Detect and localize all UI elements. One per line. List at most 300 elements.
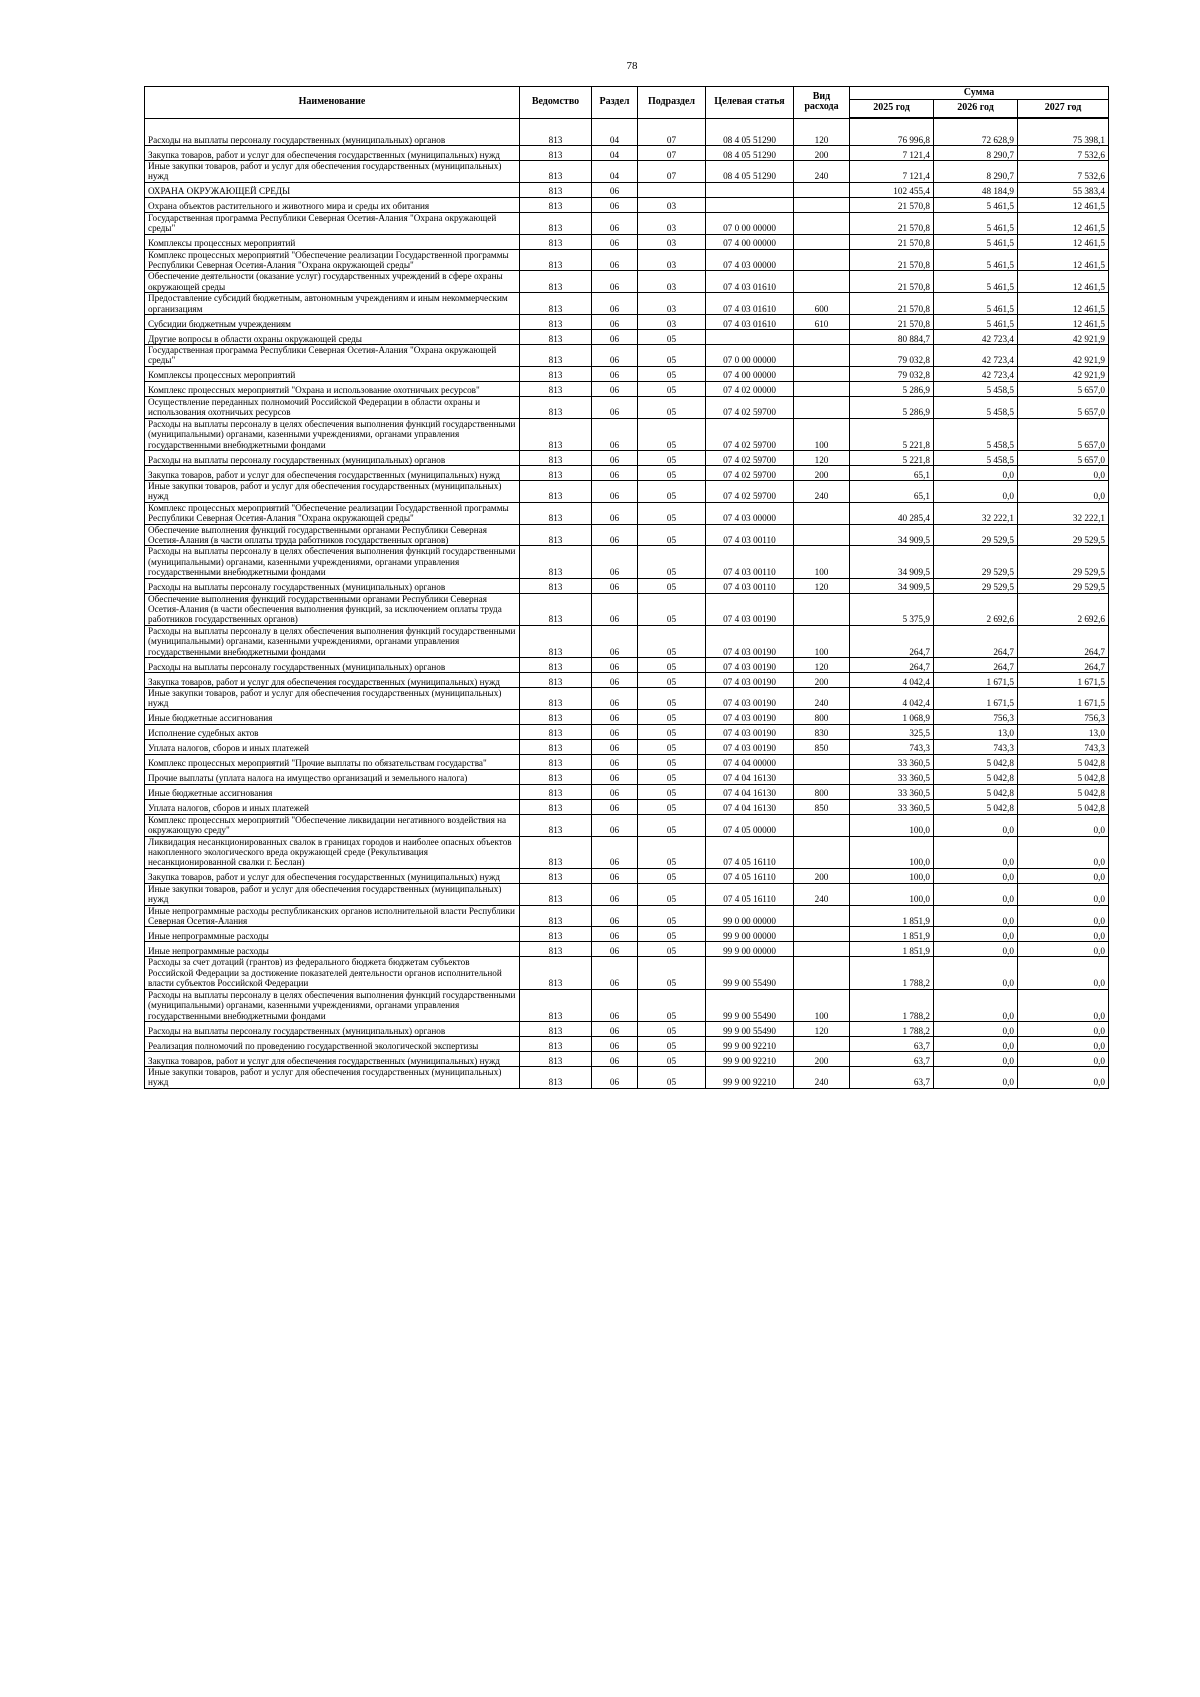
row-sum-2025: 100,0 [850, 883, 934, 905]
row-name: ОХРАНА ОКРУЖАЮЩЕЙ СРЕДЫ [145, 182, 520, 197]
row-sum-2025: 1 788,2 [850, 1021, 934, 1036]
row-vid-raskhoda: 120 [794, 118, 850, 146]
row-razdel: 06 [592, 366, 638, 381]
row-podrazdel: 05 [638, 345, 706, 367]
row-podrazdel: 05 [638, 905, 706, 927]
row-name: Комплекс процессных мероприятий "Обеспечение реализации Государственной программы Республики Северная Осетия-Алания "Охрана окружающей среды" [145, 502, 520, 524]
row-sum-2025: 7 121,4 [850, 146, 934, 161]
row-sum-2027: 0,0 [1018, 957, 1109, 989]
row-vid-raskhoda [794, 366, 850, 381]
table-body [145, 118, 1109, 1088]
row-podrazdel: 05 [638, 814, 706, 836]
row-podrazdel: 05 [638, 502, 706, 524]
row-sum-2025: 63,7 [850, 1066, 934, 1088]
row-sum-2027: 29 529,5 [1018, 578, 1109, 593]
row-sum-2027: 0,0 [1018, 883, 1109, 905]
row-celevaya-statya: 07 4 02 00000 [706, 381, 794, 396]
row-sum-2025: 80 884,7 [850, 330, 934, 345]
row-sum-2027: 0,0 [1018, 942, 1109, 957]
row-sum-2026: 0,0 [934, 942, 1018, 957]
row-sum-2025: 65,1 [850, 465, 934, 480]
row-celevaya-statya [706, 330, 794, 345]
table-row [145, 146, 1109, 161]
row-celevaya-statya: 07 4 03 00110 [706, 524, 794, 546]
row-sum-2025: 100,0 [850, 836, 934, 868]
row-vedomstvo: 813 [520, 161, 592, 183]
row-vedomstvo: 813 [520, 502, 592, 524]
row-podrazdel: 05 [638, 658, 706, 673]
row-celevaya-statya: 07 4 02 59700 [706, 396, 794, 418]
row-razdel: 06 [592, 673, 638, 688]
row-sum-2025: 33 360,5 [850, 799, 934, 814]
row-sum-2027: 5 657,0 [1018, 418, 1109, 450]
row-podrazdel: 05 [638, 593, 706, 625]
row-vedomstvo: 813 [520, 366, 592, 381]
row-celevaya-statya: 99 9 00 55490 [706, 957, 794, 989]
row-celevaya-statya: 07 4 03 00190 [706, 658, 794, 673]
row-razdel: 06 [592, 799, 638, 814]
row-sum-2025: 21 570,8 [850, 212, 934, 234]
row-celevaya-statya: 99 9 00 00000 [706, 942, 794, 957]
row-podrazdel: 05 [638, 688, 706, 710]
table-row [145, 418, 1109, 450]
row-sum-2025: 33 360,5 [850, 769, 934, 784]
row-razdel: 06 [592, 465, 638, 480]
row-vid-raskhoda [794, 381, 850, 396]
row-sum-2026: 1 671,5 [934, 673, 1018, 688]
row-sum-2025: 102 455,4 [850, 182, 934, 197]
row-vid-raskhoda [794, 942, 850, 957]
row-razdel: 06 [592, 724, 638, 739]
row-name: Реализация полномочий по проведению государственной экологической экспертизы [145, 1036, 520, 1051]
table-row [145, 480, 1109, 502]
row-sum-2026: 5 461,5 [934, 249, 1018, 271]
table-row [145, 957, 1109, 989]
row-sum-2025: 100,0 [850, 814, 934, 836]
row-podrazdel: 03 [638, 234, 706, 249]
row-celevaya-statya: 07 4 04 00000 [706, 754, 794, 769]
row-name: Комплексы процессных мероприятий [145, 366, 520, 381]
row-sum-2027: 0,0 [1018, 1051, 1109, 1066]
row-sum-2026: 5 042,8 [934, 784, 1018, 799]
row-sum-2026: 1 671,5 [934, 688, 1018, 710]
header-year-2027: 2027 год [1018, 100, 1109, 119]
row-vid-raskhoda [794, 271, 850, 293]
row-razdel: 06 [592, 1036, 638, 1051]
row-sum-2026: 0,0 [934, 814, 1018, 836]
row-sum-2025: 1 851,9 [850, 942, 934, 957]
row-celevaya-statya: 07 4 03 01610 [706, 315, 794, 330]
row-celevaya-statya: 07 4 03 00190 [706, 709, 794, 724]
row-vid-raskhoda: 200 [794, 673, 850, 688]
row-vedomstvo: 813 [520, 799, 592, 814]
row-razdel: 04 [592, 146, 638, 161]
row-sum-2025: 63,7 [850, 1051, 934, 1066]
table-row [145, 315, 1109, 330]
row-sum-2027: 0,0 [1018, 989, 1109, 1021]
row-vid-raskhoda: 100 [794, 625, 850, 657]
row-vedomstvo: 813 [520, 673, 592, 688]
row-razdel: 06 [592, 524, 638, 546]
row-sum-2027: 12 461,5 [1018, 271, 1109, 293]
row-vid-raskhoda: 100 [794, 546, 850, 578]
row-sum-2025: 76 996,8 [850, 118, 934, 146]
row-sum-2026: 72 628,9 [934, 118, 1018, 146]
row-sum-2027: 0,0 [1018, 1036, 1109, 1051]
row-sum-2026: 0,0 [934, 868, 1018, 883]
row-vid-raskhoda [794, 1036, 850, 1051]
row-sum-2025: 63,7 [850, 1036, 934, 1051]
row-vid-raskhoda: 100 [794, 418, 850, 450]
row-sum-2025: 34 909,5 [850, 524, 934, 546]
row-vid-raskhoda: 800 [794, 784, 850, 799]
row-name: Обеспечение выполнения функций государственными органами Республики Северная Осетия-Алания (в части оплаты труда работников государственных органов) [145, 524, 520, 546]
row-celevaya-statya: 07 4 05 16110 [706, 868, 794, 883]
row-sum-2025: 4 042,4 [850, 673, 934, 688]
row-sum-2025: 4 042,4 [850, 688, 934, 710]
table-row [145, 799, 1109, 814]
header-celevaya-statya: Целевая статья [706, 87, 794, 119]
row-sum-2025: 264,7 [850, 658, 934, 673]
row-vedomstvo: 813 [520, 465, 592, 480]
row-sum-2026: 5 461,5 [934, 197, 1018, 212]
row-podrazdel: 03 [638, 197, 706, 212]
row-vedomstvo: 813 [520, 724, 592, 739]
row-vid-raskhoda: 610 [794, 315, 850, 330]
row-sum-2027: 12 461,5 [1018, 249, 1109, 271]
row-podrazdel: 05 [638, 480, 706, 502]
row-name: Иные непрограммные расходы республиканских органов исполнительной власти Республики Северная Осетия-Алания [145, 905, 520, 927]
row-razdel: 06 [592, 345, 638, 367]
row-vid-raskhoda: 120 [794, 578, 850, 593]
row-celevaya-statya: 07 4 04 16130 [706, 784, 794, 799]
row-celevaya-statya: 99 9 00 92210 [706, 1066, 794, 1088]
row-vid-raskhoda: 200 [794, 1051, 850, 1066]
row-sum-2027: 32 222,1 [1018, 502, 1109, 524]
table-row [145, 396, 1109, 418]
row-vid-raskhoda [794, 814, 850, 836]
row-podrazdel [638, 182, 706, 197]
row-sum-2026: 5 461,5 [934, 271, 1018, 293]
row-celevaya-statya: 07 4 03 00190 [706, 625, 794, 657]
row-podrazdel: 05 [638, 942, 706, 957]
row-vedomstvo: 813 [520, 546, 592, 578]
row-podrazdel: 05 [638, 1036, 706, 1051]
header-year-2025: 2025 год [850, 100, 934, 119]
row-podrazdel: 05 [638, 524, 706, 546]
row-sum-2027: 0,0 [1018, 1066, 1109, 1088]
row-sum-2026: 0,0 [934, 957, 1018, 989]
row-podrazdel: 05 [638, 709, 706, 724]
row-vedomstvo: 813 [520, 249, 592, 271]
row-podrazdel: 05 [638, 396, 706, 418]
row-razdel: 06 [592, 754, 638, 769]
row-sum-2027: 42 921,9 [1018, 330, 1109, 345]
table-row [145, 546, 1109, 578]
row-sum-2027: 13,0 [1018, 724, 1109, 739]
row-sum-2026: 29 529,5 [934, 524, 1018, 546]
row-vedomstvo: 813 [520, 146, 592, 161]
row-celevaya-statya: 07 4 03 01610 [706, 293, 794, 315]
row-vedomstvo: 813 [520, 658, 592, 673]
row-celevaya-statya: 07 4 03 00190 [706, 724, 794, 739]
row-sum-2025: 5 286,9 [850, 396, 934, 418]
row-sum-2026: 743,3 [934, 739, 1018, 754]
table-row [145, 118, 1109, 146]
row-sum-2025: 40 285,4 [850, 502, 934, 524]
row-podrazdel: 05 [638, 1051, 706, 1066]
table-row [145, 673, 1109, 688]
row-sum-2026: 5 461,5 [934, 315, 1018, 330]
row-sum-2025: 1 788,2 [850, 989, 934, 1021]
row-name: Осуществление переданных полномочий Российской Федерации в области охраны и использования охотничьих ресурсов [145, 396, 520, 418]
row-sum-2027: 12 461,5 [1018, 315, 1109, 330]
row-sum-2027: 1 671,5 [1018, 673, 1109, 688]
row-sum-2025: 21 570,8 [850, 234, 934, 249]
row-celevaya-statya: 99 9 00 00000 [706, 927, 794, 942]
row-sum-2027: 5 657,0 [1018, 381, 1109, 396]
row-podrazdel: 05 [638, 883, 706, 905]
header-name: Наименование [145, 87, 520, 119]
row-sum-2026: 48 184,9 [934, 182, 1018, 197]
row-celevaya-statya: 99 0 00 00000 [706, 905, 794, 927]
row-vid-raskhoda: 240 [794, 480, 850, 502]
row-sum-2027: 5 042,8 [1018, 799, 1109, 814]
row-vid-raskhoda: 830 [794, 724, 850, 739]
row-sum-2025: 34 909,5 [850, 546, 934, 578]
row-vedomstvo: 813 [520, 381, 592, 396]
row-sum-2025: 5 375,9 [850, 593, 934, 625]
row-sum-2025: 264,7 [850, 625, 934, 657]
row-name: Уплата налогов, сборов и иных платежей [145, 739, 520, 754]
table-row [145, 524, 1109, 546]
row-vid-raskhoda: 240 [794, 1066, 850, 1088]
row-razdel: 06 [592, 234, 638, 249]
row-vedomstvo: 813 [520, 182, 592, 197]
row-sum-2025: 7 121,4 [850, 161, 934, 183]
row-sum-2026: 5 458,5 [934, 396, 1018, 418]
row-sum-2025: 21 570,8 [850, 315, 934, 330]
row-name: Государственная программа Республики Северная Осетия-Алания "Охрана окружающей среды" [145, 212, 520, 234]
row-name: Иные непрограммные расходы [145, 927, 520, 942]
row-sum-2027: 264,7 [1018, 658, 1109, 673]
table-row [145, 836, 1109, 868]
row-podrazdel: 05 [638, 465, 706, 480]
row-podrazdel: 05 [638, 799, 706, 814]
row-vid-raskhoda [794, 524, 850, 546]
row-razdel: 06 [592, 957, 638, 989]
row-sum-2027: 29 529,5 [1018, 524, 1109, 546]
row-sum-2027: 42 921,9 [1018, 366, 1109, 381]
header-year-2026: 2026 год [934, 100, 1018, 119]
row-celevaya-statya: 07 4 05 00000 [706, 814, 794, 836]
row-vedomstvo: 813 [520, 118, 592, 146]
row-podrazdel: 05 [638, 1021, 706, 1036]
row-name: Предоставление субсидий бюджетным, автономным учреждениям и иным некоммерческим организациям [145, 293, 520, 315]
table-row [145, 784, 1109, 799]
row-sum-2027: 1 671,5 [1018, 688, 1109, 710]
row-celevaya-statya: 07 4 03 00110 [706, 546, 794, 578]
row-sum-2027: 5 657,0 [1018, 450, 1109, 465]
row-celevaya-statya: 08 4 05 51290 [706, 118, 794, 146]
row-name: Комплексы процессных мероприятий [145, 234, 520, 249]
row-sum-2026: 0,0 [934, 1021, 1018, 1036]
table-row [145, 769, 1109, 784]
row-celevaya-statya [706, 182, 794, 197]
row-vedomstvo: 813 [520, 709, 592, 724]
row-sum-2026: 0,0 [934, 465, 1018, 480]
row-vedomstvo: 813 [520, 868, 592, 883]
table-header [145, 87, 1109, 119]
row-name: Расходы на выплаты персоналу государственных (муниципальных) органов [145, 1021, 520, 1036]
row-sum-2026: 5 461,5 [934, 293, 1018, 315]
row-vedomstvo: 813 [520, 396, 592, 418]
row-sum-2025: 21 570,8 [850, 271, 934, 293]
table-row [145, 345, 1109, 367]
row-sum-2027: 0,0 [1018, 480, 1109, 502]
row-celevaya-statya: 99 9 00 55490 [706, 1021, 794, 1036]
row-podrazdel: 03 [638, 271, 706, 293]
table-row [145, 234, 1109, 249]
row-vid-raskhoda: 200 [794, 465, 850, 480]
row-sum-2027: 12 461,5 [1018, 197, 1109, 212]
row-razdel: 06 [592, 502, 638, 524]
row-sum-2026: 42 723,4 [934, 366, 1018, 381]
row-vedomstvo: 813 [520, 688, 592, 710]
table-row [145, 883, 1109, 905]
table-row [145, 502, 1109, 524]
row-name: Субсидии бюджетным учреждениям [145, 315, 520, 330]
row-celevaya-statya: 07 4 03 00190 [706, 673, 794, 688]
row-celevaya-statya: 07 0 00 00000 [706, 212, 794, 234]
row-vedomstvo: 813 [520, 883, 592, 905]
row-sum-2027: 5 042,8 [1018, 754, 1109, 769]
row-sum-2026: 42 723,4 [934, 330, 1018, 345]
row-name: Охрана объектов растительного и животного мира и среды их обитания [145, 197, 520, 212]
row-celevaya-statya: 07 0 00 00000 [706, 345, 794, 367]
row-sum-2026: 5 042,8 [934, 769, 1018, 784]
row-vedomstvo: 813 [520, 625, 592, 657]
row-celevaya-statya: 99 9 00 55490 [706, 989, 794, 1021]
row-sum-2026: 5 042,8 [934, 799, 1018, 814]
row-name: Расходы за счет дотаций (грантов) из федерального бюджета бюджетам субъектов Российской Федерации за достижение показателей деятельности органов исполнительной власти субъектов Российской Федерации [145, 957, 520, 989]
row-razdel: 06 [592, 271, 638, 293]
row-sum-2027: 12 461,5 [1018, 234, 1109, 249]
table-row [145, 905, 1109, 927]
row-celevaya-statya [706, 197, 794, 212]
row-sum-2026: 5 461,5 [934, 212, 1018, 234]
row-sum-2027: 29 529,5 [1018, 546, 1109, 578]
row-razdel: 06 [592, 330, 638, 345]
table-row [145, 658, 1109, 673]
row-name: Иные бюджетные ассигнования [145, 784, 520, 799]
table-row [145, 989, 1109, 1021]
row-name: Обеспечение выполнения функций государственными органами Республики Северная Осетия-Алания (в части обеспечения выполнения функций, за исключением оплаты труда работников государственных органов) [145, 593, 520, 625]
row-name: Закупка товаров, работ и услуг для обеспечения государственных (муниципальных) нужд [145, 673, 520, 688]
row-razdel: 06 [592, 480, 638, 502]
table-row [145, 212, 1109, 234]
row-podrazdel: 05 [638, 739, 706, 754]
row-vid-raskhoda: 850 [794, 739, 850, 754]
row-sum-2026: 0,0 [934, 927, 1018, 942]
row-sum-2026: 0,0 [934, 836, 1018, 868]
row-razdel: 06 [592, 927, 638, 942]
row-celevaya-statya: 07 4 04 16130 [706, 769, 794, 784]
row-name: Расходы на выплаты персоналу в целях обеспечения выполнения функций государственными (муниципальными) органами, казенными учреждениями, органами управления государственными внебюджетными фондами [145, 546, 520, 578]
table-row [145, 161, 1109, 183]
page-number: 78 [626, 60, 638, 72]
row-vedomstvo: 813 [520, 524, 592, 546]
row-sum-2026: 0,0 [934, 905, 1018, 927]
row-razdel: 06 [592, 625, 638, 657]
row-razdel: 06 [592, 658, 638, 673]
row-name: Закупка товаров, работ и услуг для обеспечения государственных (муниципальных) нужд [145, 146, 520, 161]
row-razdel: 06 [592, 593, 638, 625]
table-row [145, 709, 1109, 724]
row-podrazdel: 03 [638, 315, 706, 330]
table-row [145, 1021, 1109, 1036]
row-razdel: 06 [592, 836, 638, 868]
row-vid-raskhoda: 240 [794, 688, 850, 710]
row-name: Государственная программа Республики Северная Осетия-Алания "Охрана окружающей среды" [145, 345, 520, 367]
table-row [145, 1036, 1109, 1051]
row-podrazdel: 05 [638, 868, 706, 883]
row-sum-2025: 33 360,5 [850, 754, 934, 769]
row-razdel: 06 [592, 883, 638, 905]
row-sum-2026: 5 458,5 [934, 381, 1018, 396]
table-row [145, 688, 1109, 710]
row-name: Исполнение судебных актов [145, 724, 520, 739]
row-podrazdel: 05 [638, 836, 706, 868]
row-celevaya-statya: 07 4 00 00000 [706, 234, 794, 249]
table-row [145, 1051, 1109, 1066]
row-razdel: 06 [592, 182, 638, 197]
row-sum-2026: 756,3 [934, 709, 1018, 724]
row-podrazdel: 05 [638, 724, 706, 739]
row-name: Иные закупки товаров, работ и услуг для обеспечения государственных (муниципальных) нужд [145, 688, 520, 710]
row-vedomstvo: 813 [520, 836, 592, 868]
row-celevaya-statya: 07 4 03 00190 [706, 593, 794, 625]
row-vid-raskhoda [794, 836, 850, 868]
row-sum-2025: 79 032,8 [850, 366, 934, 381]
row-vedomstvo: 813 [520, 578, 592, 593]
row-sum-2027: 2 692,6 [1018, 593, 1109, 625]
row-sum-2026: 0,0 [934, 1051, 1018, 1066]
row-razdel: 06 [592, 197, 638, 212]
row-podrazdel: 05 [638, 989, 706, 1021]
row-celevaya-statya: 08 4 05 51290 [706, 161, 794, 183]
row-sum-2027: 0,0 [1018, 927, 1109, 942]
header-razdel: Раздел [592, 87, 638, 119]
row-podrazdel: 07 [638, 146, 706, 161]
table-row [145, 814, 1109, 836]
row-vedomstvo: 813 [520, 784, 592, 799]
row-name: Комплекс процессных мероприятий "Охрана и использование охотничьих ресурсов" [145, 381, 520, 396]
row-name: Расходы на выплаты персоналу в целях обеспечения выполнения функций государственными (муниципальными) органами, казенными учреждениями, органами управления государственными внебюджетными фондами [145, 625, 520, 657]
row-vedomstvo: 813 [520, 271, 592, 293]
row-name: Ликвидация несанкционированных свалок в границах городов и наиболее опасных объектов накопленного экологического вреда окружающей среде (Рекультивация несанкционированной свалки г. Беслан) [145, 836, 520, 868]
row-vedomstvo: 813 [520, 330, 592, 345]
row-vedomstvo: 813 [520, 480, 592, 502]
row-celevaya-statya: 07 4 00 00000 [706, 366, 794, 381]
row-name: Обеспечение деятельности (оказание услуг) государственных учреждений в сфере охраны окружающей среды [145, 271, 520, 293]
row-celevaya-statya: 07 4 05 16110 [706, 836, 794, 868]
row-vid-raskhoda: 240 [794, 883, 850, 905]
row-vid-raskhoda: 240 [794, 161, 850, 183]
table-row [145, 578, 1109, 593]
row-name: Иные закупки товаров, работ и услуг для обеспечения государственных (муниципальных) нужд [145, 161, 520, 183]
row-sum-2027: 0,0 [1018, 465, 1109, 480]
